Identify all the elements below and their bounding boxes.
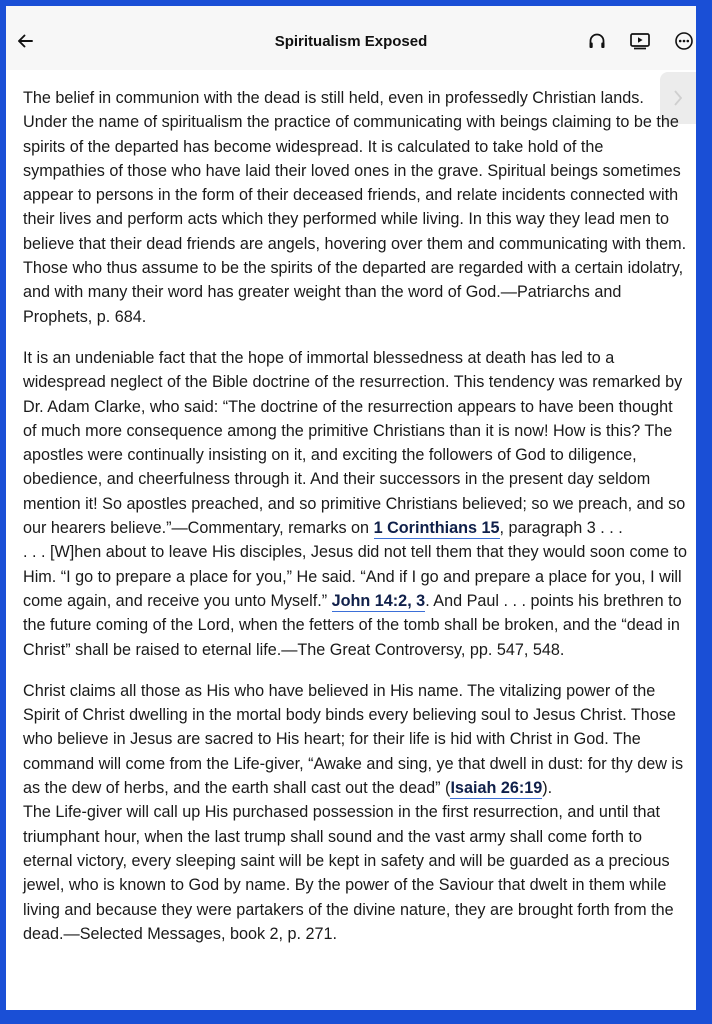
paragraph-text: The Life-giver will call up His purchased possession in the first resurrection, and until that triumphant hour, when the last trump shall sound and the vast army shall come forth to eternal victory, every sleeping saint will be kept in safety and will be guarded as a precious jewel, who is known to God by name. By the power of the Saviour that dwelt in them while living and because they were partakers of the divine nature, they are brought forth from the dead.—Selected Messages, book 2, p. 271. — [23, 803, 674, 943]
more-button[interactable] — [673, 30, 695, 52]
reader-window — [6, 6, 696, 1010]
headphones-icon — [587, 31, 607, 51]
top-bar — [6, 6, 696, 70]
more-icon — [674, 31, 694, 51]
paragraph-text: The belief in communion with the dead is still held, even in professedly Christian lands. Under the name of spiritualism the practice of communicating with beings claiming to be the spirits of the departed has become widespread. It is calculated to take hold of the sympathies of those who have laid their loved ones in the grave. Spiritual beings sometimes appear to persons in the form of their deceased friends, and relate incidents connected with their lives and perform acts which they performed while living. In this way they lead men to believe that their dead friends are angels, hovering over them and communicating with them. Those who thus assume to be the spirits of the departed are regarded with a certain idolatry, and with many their word has greater weight than the word of God.—Patriarchs and Prophets, p. 684. — [23, 89, 687, 326]
article-body — [23, 86, 689, 963]
video-button[interactable] — [629, 30, 651, 52]
listen-button[interactable] — [586, 30, 608, 52]
scripture-link[interactable]: Isaiah 26:19 — [450, 779, 543, 798]
paragraph-text: ). — [542, 779, 553, 798]
paragraph-text: Christ claims all those as His who have believed in His name. The vitalizing power of the Spirit of Christ dwelling in the mortal body binds every believing soul to Jesus Christ. Those who believe in Jesus are sacred to His heart; for their life is hid with Christ in God. The command will come from the Life-giver, “Awake and sing, ye that dwell in dust: for thy dew is as the dew of herbs, and the earth shall cast out the dead” ( — [23, 681, 684, 798]
scripture-link[interactable]: 1 Corinthians 15 — [373, 519, 500, 538]
scripture-link[interactable]: John 14:2, 3 — [331, 591, 426, 610]
paragraph — [23, 346, 689, 662]
play-icon — [629, 31, 651, 51]
paragraph — [23, 679, 689, 946]
paragraph-text: . And Paul . . . points his brethren to the future coming of the Lord, when the fetters of the tomb shall be broken, and the “dead in Christ” shall be raised to eternal life.—The Great Controversy, pp. 547, 548. — [23, 591, 682, 659]
page-title: Spiritualism Exposed — [274, 33, 428, 50]
paragraph-text: It is an undeniable fact that the hope of immortal blessedness at death has led to a widespread neglect of the Bible doctrine of the resurrection. This tendency was remarked by Dr. Adam Clarke, who said: “The doctrine of the resurrection appears to have been thought of much more consequence among the primitive Christians than it is now! How is this? The apostles were continually insisting on it, and exciting the followers of God to diligence, obedience, and cheerfulness through it. And their successors in the present day seldom mention it! So apostles preached, and so primitive Christians believed; so we preach, and so our hearers believe.”—Commentary, remarks on — [23, 348, 686, 538]
paragraph — [23, 86, 689, 329]
paragraph-text: . . . [W]hen about to leave His disciples, Jesus did not tell them that they would soon come to Him. “I go to prepare a place for you,” He said. “And if I go and prepare a place for you, I will come again, and receive you unto Myself.” — [23, 543, 688, 610]
paragraph-text: , paragraph 3 . . . — [499, 519, 623, 538]
